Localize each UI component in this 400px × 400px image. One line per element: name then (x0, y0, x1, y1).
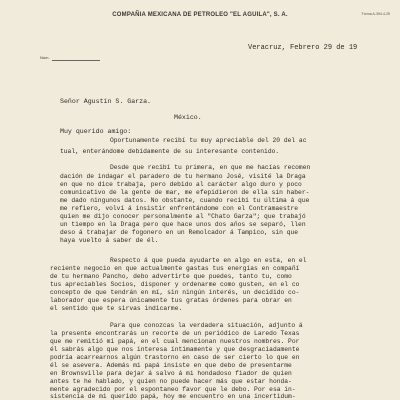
body-line: el sentido que te sirvas indicarme. (50, 305, 183, 312)
body-line: dación de indagar el paradero de tu hermano José, visité la Draga (60, 173, 306, 180)
recipient-city: México. (174, 114, 202, 121)
body-line: me refiero, volví á insistir enfrentándome con el Contramaestre (60, 205, 299, 212)
body-line: me dado ningunos datos. No obstante, cuando recibí tu última á que (60, 197, 310, 204)
body-line: la presente encontrarás un recorte de un periódico de Laredo Texas (50, 330, 300, 337)
body-line: deso á trabajar de fogonero en un Remolcador á Tampico, sin que (60, 229, 299, 236)
body-line: haya vuelto á saber de él. (60, 237, 159, 244)
company-letterhead: COMPAÑIA MEXICANA DE PETROLEO "EL AGUILA", S. A. (112, 12, 288, 18)
body-line: en que no dice trabaja, pero debido al carácter algo duro y poco (60, 181, 302, 188)
number-field-line (52, 60, 100, 61)
body-line: tual, enterándome debidamente de su interesante contenido. (60, 148, 280, 155)
body-line: quien me dijo conocer personalmente al "Chato Garza"; que trabajó (60, 213, 306, 220)
body-line: él sabrás algo que nos interesa íntimamente y que desgraciadamente (50, 346, 300, 353)
body-line: Oportunamente recibí tu muy apreciable del 20 del ac (110, 137, 307, 144)
body-line: tus apreciables Socios, disponer y ordenarme como gusten, en el co (50, 281, 300, 288)
body-line: concepto de que tendrán en mí, sin ningún interés, un decidido co- (50, 289, 300, 296)
date-line: Veracruz, Febrero 29 de 19 (248, 44, 358, 52)
body-line: comunicativo de la gente de mar, me efepidieron de ella sin haber- (60, 189, 310, 196)
form-number: Forma A-394-4-25 (361, 12, 390, 16)
body-line: que me remitió mi papá, en el cual mencionan nuestros nombres. Por (50, 338, 300, 345)
body-line: él se asevera. Además mi papá insiste en que debo de presentarme (50, 362, 292, 369)
body-line: de tu hermano Pancho, debo advertirte que puedes, tanto tu, como (50, 273, 292, 280)
body-line: Respecto á que pueda ayudarte en algo en esta, en el (110, 257, 307, 264)
body-line: Para que conozcas la verdadera situación, adjunto á (110, 322, 303, 329)
number-label: Núm. (40, 55, 50, 60)
body-line: Desde que recibí tu primera, en que me hacías recomen (110, 164, 311, 171)
body-line: antes te he hablado, y quien no puede hacer más que estar honda- (50, 378, 292, 385)
body-line: en Brownsville para dejar á salvo á mi hondadoso fiador de quien (50, 370, 292, 377)
body-line: un tiempo en la Draga pero que hace unos dos años se separó, llen (60, 221, 306, 228)
body-line: sistencia de mi querido papá, hoy me encuentro en una incertidum- (50, 393, 296, 400)
salutation: Muy querido amigo: (60, 128, 132, 135)
body-line: podría acarrearnos algún trastorno en caso de ser cierto lo que en (50, 354, 300, 361)
recipient-name: Señor Agustín S. Garza. (60, 98, 152, 105)
body-line: laborador que espera únicamente tus gratas órdenes para obrar en (50, 297, 292, 304)
body-line: reciente negocio en que actualmente gastas tus energías en compañí (50, 265, 300, 272)
body-line: mente agradecido por el espontaneo favor que le debo. Por esa in- (50, 386, 296, 393)
